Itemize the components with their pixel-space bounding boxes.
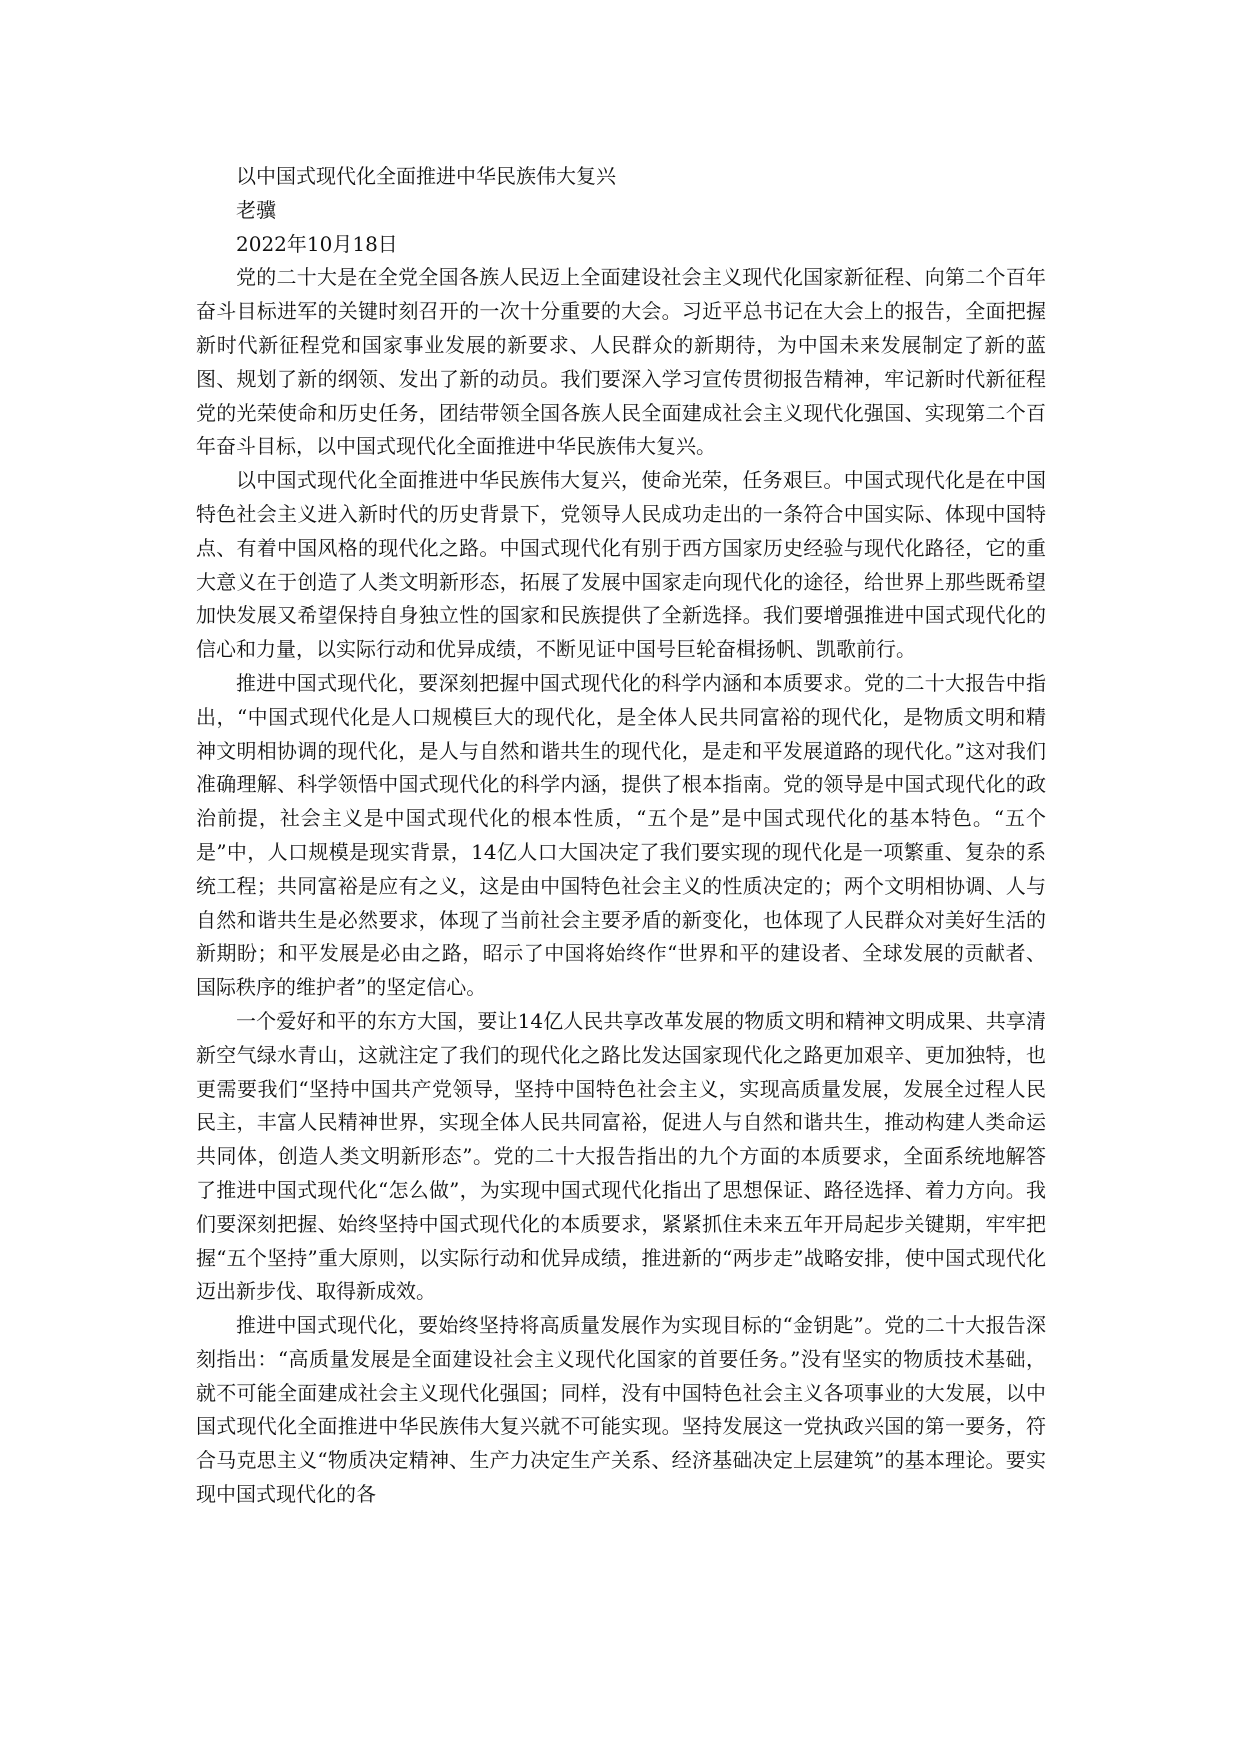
paragraph-2: 以中国式现代化全面推进中华民族伟大复兴，使命光荣，任务艰巨。中国式现代化是在中国特色社会主义进入新时代的历史背景下，党领导人民成功走出的一条符合中国实际、体现中国特点、有着中国风格的现代化之路。中国式现代化有别于西方国家历史经验与现代化路径，它的重大意义在于创造了人类文明新形态，拓展了发展中国家走向现代化的途径，给世界上那些既希望加快发展又希望保持自身独立性的国家和民族提供了全新选择。我们要增强推进中国式现代化的信心和力量，以实际行动和优异成绩，不断见证中国号巨轮奋楫扬帆、凯歌前行。: [196, 468, 1046, 662]
document-author: 老骥: [236, 197, 276, 222]
document-page: [196, 160, 1046, 1512]
paragraph-4: 一个爱好和平的东方大国，要让14亿人民共享改革发展的物质文明和精神文明成果、共享清新空气绿水青山，这就注定了我们的现代化之路比发达国家现代化之路更加艰辛、更加独特，也更需要我们“坚持中国共产党领导，坚持中国特色社会主义，实现高质量发展，发展全过程人民民主，丰富人民精神世界，实现全体人民共同富裕，促进人与自然和谐共生，推动构建人类命运共同体，创造人类文明新形态”。党的二十大报告指出的九个方面的本质要求，全面系统地解答了推进中国式现代化“怎么做”，为实现中国式现代化指出了思想保证、路径选择、着力方向。我们要深刻把握、始终坚持中国式现代化的本质要求，紧紧抓住未来五年开局起步关键期，牢牢把握“五个坚持”重大原则，以实际行动和优异成绩，推进新的“两步走”战略安排，使中国式现代化迈出新步伐、取得新成效。: [196, 1008, 1046, 1304]
document-date: 2022年10月18日: [236, 231, 398, 256]
paragraph-1: 党的二十大是在全党全国各族人民迈上全面建设社会主义现代化国家新征程、向第二个百年奋斗目标进军的关键时刻召开的一次十分重要的大会。习近平总书记在大会上的报告，全面把握新时代新征程党和国家事业发展的新要求、人民群众的新期待，为中国未来发展制定了新的蓝图、规划了新的纲领、发出了新的动员。我们要深入学习宣传贯彻报告精神，牢记新时代新征程党的光荣使命和历史任务，团结带领全国各族人民全面建成社会主义现代化强国、实现第二个百年奋斗目标，以中国式现代化全面推进中华民族伟大复兴。: [196, 265, 1046, 459]
document-title: 以中国式现代化全面推进中华民族伟大复兴: [236, 164, 616, 188]
paragraph-3: 推进中国式现代化，要深刻把握中国式现代化的科学内涵和本质要求。党的二十大报告中指出，“中国式现代化是人口规模巨大的现代化，是全体人民共同富裕的现代化，是物质文明和精神文明相协调的现代化，是人与自然和谐共生的现代化，是走和平发展道路的现代化。”这对我们准确理解、科学领悟中国式现代化的科学内涵，提供了根本指南。党的领导是中国式现代化的政治前提，社会主义是中国式现代化的根本性质，“五个是”是中国式现代化的基本特色。“五个是”中，人口规模是现实背景，14亿人口大国决定了我们要实现的现代化是一项繁重、复杂的系统工程；共同富裕是应有之义，这是由中国特色社会主义的性质决定的；两个文明相协调、人与自然和谐共生是必然要求，体现了当前社会主要矛盾的新变化，也体现了人民群众对美好生活的新期盼；和平发展是必由之路，昭示了中国将始终作“世界和平的建设者、全球发展的贡献者、国际秩序的维护者”的坚定信心。: [196, 670, 1046, 1000]
paragraph-5: 推进中国式现代化，要始终坚持将高质量发展作为实现目标的“金钥匙”。党的二十大报告深刻指出：“高质量发展是全面建设社会主义现代化国家的首要任务。”没有坚实的物质技术基础，就不可能全面建成社会主义现代化强国；同样，没有中国特色社会主义各项事业的大发展，以中国式现代化全面推进中华民族伟大复兴就不可能实现。坚持发展这一党执政兴国的第一要务，符合马克思主义“物质决定精神、生产力决定生产关系、经济基础决定上层建筑”的基本理论。要实现中国式现代化的各: [196, 1313, 1046, 1507]
